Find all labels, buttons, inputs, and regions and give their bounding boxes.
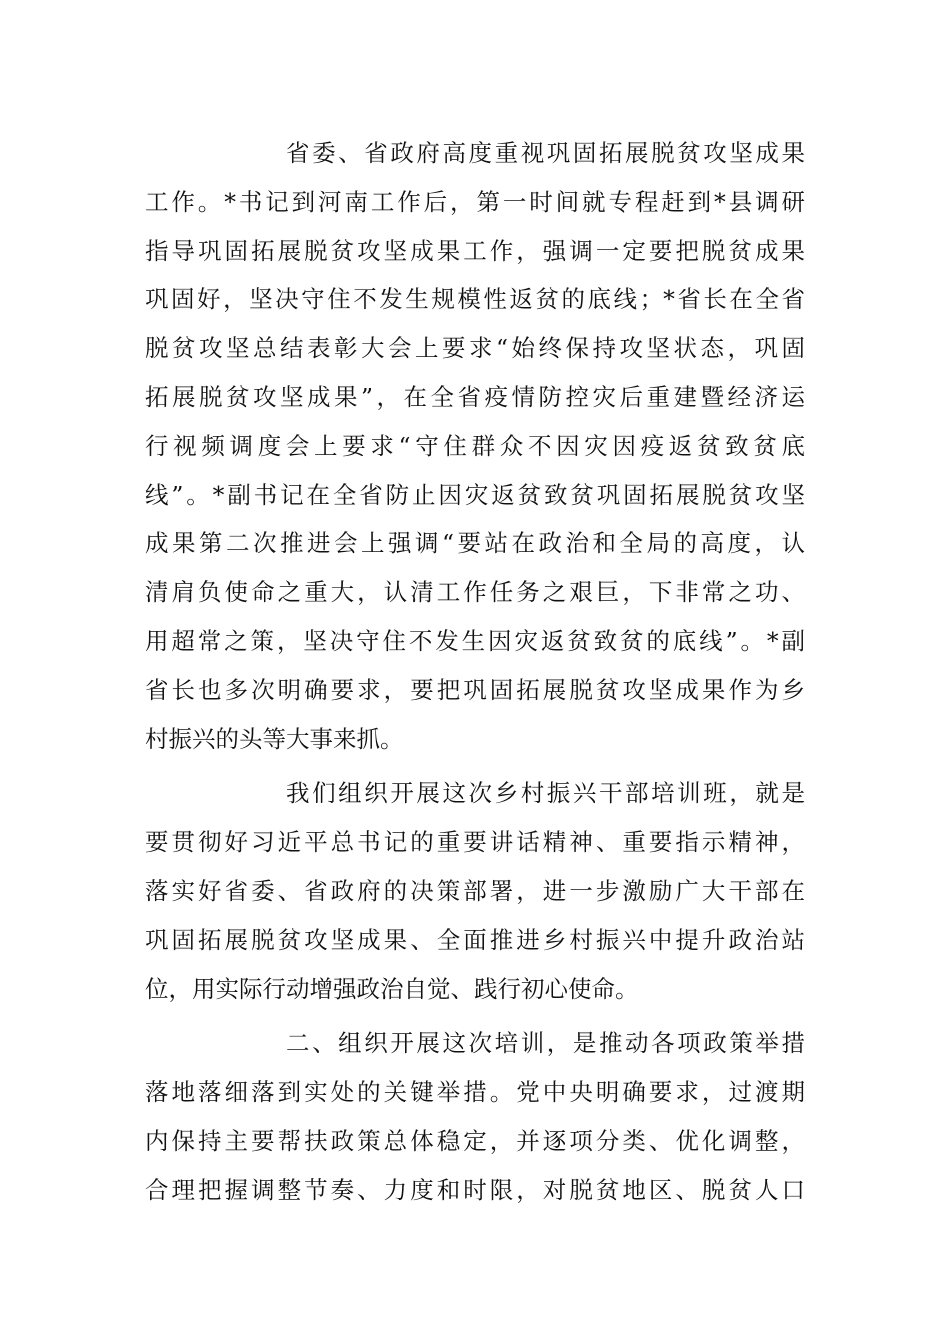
- text-line: 线”。*副书记在全省防止因灾返贫致贫巩固拓展脱贫攻坚: [145, 480, 805, 509]
- text-line: 合理把握调整节奏、力度和时限，对脱贫地区、脱贫人口: [145, 1175, 805, 1204]
- text-line: 成果第二次推进会上强调“要站在政治和全局的高度，认: [145, 529, 805, 558]
- text-line: 村振兴的头等大事来抓。: [145, 724, 404, 753]
- text-line: 落实好省委、省政府的决策部署，进一步激励广大干部在: [145, 876, 805, 905]
- text-line: 拓展脱贫攻坚成果”，在全省疫情防控灾后重建暨经济运: [145, 382, 805, 411]
- text-line: 内保持主要帮扶政策总体稳定，并逐项分类、优化调整，: [145, 1126, 805, 1155]
- text-line: 工作。*书记到河南工作后，第一时间就专程赶到*县调研: [145, 187, 805, 216]
- paragraph-2: [145, 769, 805, 1013]
- text-line: 用超常之策，坚决守住不发生因灾返贫致贫的底线”。*副: [145, 626, 805, 655]
- text-line: 落地落细落到实处的关键举措。党中央明确要求，过渡期: [145, 1078, 805, 1107]
- text-line: 巩固好，坚决守住不发生规模性返贫的底线；*省长在全省: [145, 285, 805, 314]
- text-line: 位，用实际行动增强政治自觉、践行初心使命。: [145, 974, 639, 1003]
- text-line: 省长也多次明确要求，要把巩固拓展脱贫攻坚成果作为乡: [145, 675, 805, 704]
- paragraph-1: [145, 129, 805, 763]
- text-line: 二、组织开展这次培训，是推动各项政策举措: [286, 1029, 805, 1058]
- text-line: 巩固拓展脱贫攻坚成果、全面推进乡村振兴中提升政治站: [145, 925, 805, 954]
- document-body: [145, 129, 805, 1215]
- text-line: 行视频调度会上要求“守住群众不因灾因疫返贫致贫底: [145, 431, 805, 460]
- text-line: 脱贫攻坚总结表彰大会上要求“始终保持攻坚状态，巩固: [145, 334, 805, 363]
- text-line: 指导巩固拓展脱贫攻坚成果工作，强调一定要把脱贫成果: [145, 236, 805, 265]
- text-line: 我们组织开展这次乡村振兴干部培训班，就是: [286, 779, 805, 808]
- text-line: 清肩负使命之重大，认清工作任务之艰巨，下非常之功、: [145, 578, 805, 607]
- text-line: 省委、省政府高度重视巩固拓展脱贫攻坚成果: [286, 139, 805, 167]
- paragraph-3: [145, 1019, 805, 1214]
- text-line: 要贯彻好习近平总书记的重要讲话精神、重要指示精神，: [145, 828, 805, 857]
